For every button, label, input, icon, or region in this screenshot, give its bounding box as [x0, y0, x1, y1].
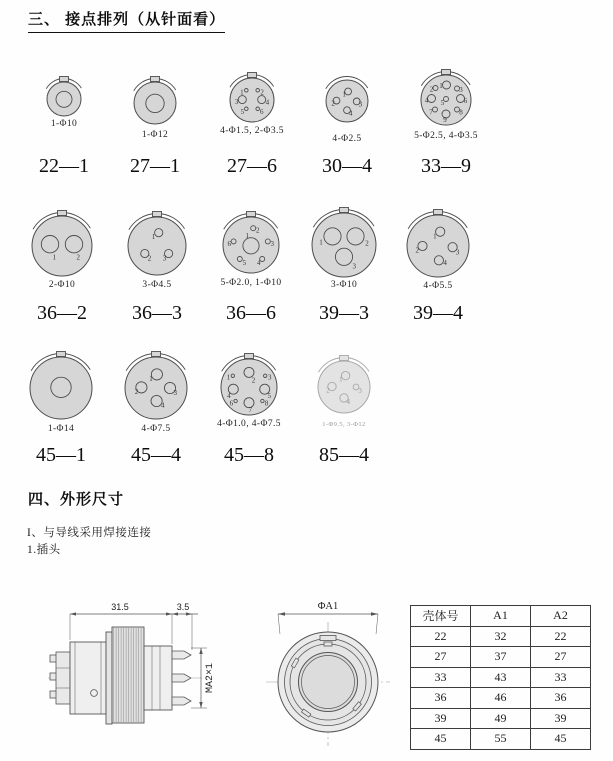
spec-label: 3-Φ4.5 — [142, 280, 172, 290]
pin-number: 3 — [358, 100, 363, 109]
table-cell: 37 — [471, 647, 531, 668]
model-label: 85—4 — [319, 444, 369, 466]
pin-number: 3 — [234, 98, 239, 106]
table-cell: 45 — [531, 729, 591, 750]
connector-face-45—1 — [16, 343, 106, 433]
pin-number: 4 — [346, 397, 350, 406]
section4-title: 四、外形尺寸 — [28, 491, 125, 508]
pin-number: 5 — [240, 108, 245, 117]
pin-number: 3 — [455, 248, 460, 257]
model-label: 27—6 — [227, 155, 277, 177]
pin-number: 3 — [162, 254, 167, 263]
table-cell: 39 — [531, 708, 591, 729]
pin-number: 2 — [76, 253, 80, 262]
table-cell: 36 — [531, 688, 591, 709]
table-cell: 22 — [531, 626, 591, 647]
pin-number: 2 — [147, 254, 152, 263]
pin-number: 4 — [257, 259, 261, 268]
pin-number: 3 — [173, 389, 177, 398]
pin-number: 1 — [342, 90, 346, 99]
spec-label: 2-Φ10 — [48, 280, 76, 290]
table-cell: 32 — [471, 626, 531, 647]
pin-number: 2 — [429, 85, 434, 94]
spec-label: 4-Φ7.5 — [141, 424, 171, 434]
plug-note: 1.插头 — [27, 544, 61, 556]
table-cell: 46 — [471, 688, 531, 709]
pin-number: 1 — [245, 232, 250, 240]
plug-front-view-drawing — [252, 598, 404, 750]
pin-number: 5 — [267, 392, 271, 401]
pin-number: 6 — [227, 240, 231, 249]
pin-number: 3 — [352, 262, 356, 271]
pin-number: 3 — [358, 386, 362, 395]
pin-number: 1 — [151, 232, 156, 241]
table-cell: 45 — [411, 729, 471, 750]
table-cell: 27 — [411, 647, 471, 668]
connector-face-85—4 — [304, 347, 384, 427]
connector-face-39—4 — [393, 201, 483, 291]
table-row — [411, 688, 591, 709]
plug-side-view-drawing — [40, 598, 255, 753]
thread-spec-label: MA2×1 — [205, 662, 216, 694]
pin-number: 1 — [240, 88, 244, 97]
table-cell: 43 — [471, 667, 531, 688]
connector-face-45—8 — [207, 345, 291, 429]
spec-label: 4-Φ1.5, 2-Φ3.5 — [220, 126, 284, 136]
table-header-cell: 壳体号 — [411, 606, 471, 627]
wire-connection-note: I、与导线采用焊接连接 — [27, 527, 152, 539]
pin-number: 5 — [440, 99, 445, 108]
connector-face-36—3 — [114, 203, 200, 289]
pin-number: 4 — [443, 258, 447, 267]
connector-face-39—3 — [298, 199, 390, 291]
model-label: 36—6 — [226, 302, 276, 324]
pin-number: 1 — [319, 238, 323, 247]
table-header-cell: A2 — [531, 606, 591, 627]
pin-number: 7 — [248, 406, 253, 415]
pin-number: 2 — [134, 387, 139, 396]
pin-number: 1 — [149, 374, 153, 383]
pin-number: 1 — [339, 375, 343, 384]
pin-number: 2 — [251, 376, 256, 385]
spec-label: 4-Φ1.0, 4-Φ7.5 — [217, 419, 281, 429]
table-row — [411, 647, 591, 668]
pin-number: 6 — [229, 399, 234, 408]
model-label: 36—2 — [37, 302, 87, 324]
pin-number: 4 — [161, 401, 165, 410]
pin-number: 3 — [267, 373, 272, 382]
spec-label: 4-Φ5.5 — [423, 281, 453, 291]
spec-label: 1-Φ9.5, 3-Φ12 — [322, 421, 366, 428]
model-label: 39—3 — [319, 302, 369, 324]
pin-number: 2 — [260, 88, 264, 97]
table-cell: 55 — [471, 729, 531, 750]
table-row — [411, 729, 591, 750]
table-row — [411, 708, 591, 729]
model-label: 39—4 — [413, 302, 463, 324]
pin-number: 1 — [433, 232, 437, 241]
pin-number: 7 — [429, 108, 433, 117]
connector-face-33—9 — [407, 61, 485, 139]
pin-number: 1 — [52, 253, 56, 262]
table-cell: 22 — [411, 626, 471, 647]
pin-number: 4 — [349, 109, 353, 118]
dimension-table — [410, 605, 591, 750]
connector-face-36—2 — [18, 202, 106, 290]
pin-number: 4 — [265, 98, 270, 107]
model-label: 45—1 — [36, 444, 86, 466]
pin-number: 4 — [424, 96, 429, 105]
connector-face-30—4 — [312, 66, 382, 136]
pin-number: 6 — [259, 108, 264, 117]
length-dimension-label: 31.5 — [111, 602, 129, 612]
spec-label: 5-Φ2.5, 4-Φ3.5 — [414, 131, 478, 141]
pin-number: 1 — [439, 82, 443, 91]
table-cell: 39 — [411, 708, 471, 729]
pin-number: 8 — [264, 399, 269, 408]
table-cell: 33 — [531, 667, 591, 688]
tail-dimension-label: 3.5 — [176, 602, 190, 612]
pin-number: 3 — [270, 240, 275, 249]
pin-number: 9 — [443, 116, 447, 125]
diameter-dimension-label: ΦA1 — [317, 601, 339, 612]
model-label: 33—9 — [421, 155, 471, 177]
connector-face-36—6 — [209, 203, 293, 287]
table-header-row — [411, 606, 591, 627]
model-label: 22—1 — [39, 155, 89, 177]
spec-label: 1-Φ10 — [50, 119, 78, 129]
model-label: 36—3 — [132, 302, 182, 324]
table-row — [411, 667, 591, 688]
spec-label: 1-Φ12 — [141, 130, 169, 140]
table-cell: 33 — [411, 667, 471, 688]
spec-label: 5-Φ2.0, 1-Φ10 — [220, 278, 282, 288]
table-row — [411, 626, 591, 647]
pin-number: 8 — [459, 108, 463, 117]
pin-number: 2 — [255, 226, 260, 235]
table-header-cell: A1 — [471, 606, 531, 627]
spec-label: 3-Φ10 — [330, 280, 358, 290]
spec-label: 1-Φ14 — [47, 424, 75, 434]
model-label: 45—4 — [131, 444, 181, 466]
pin-number: 2 — [326, 386, 330, 395]
section3-title: 三、 接点排列（从针面看） — [28, 8, 225, 33]
pin-number: 1 — [226, 373, 231, 382]
pin-number: 2 — [365, 239, 369, 248]
model-label: 45—8 — [224, 444, 274, 466]
pin-number: 3 — [459, 86, 463, 95]
pin-number: 2 — [331, 99, 335, 108]
model-label: 30—4 — [322, 155, 372, 177]
pin-number: 5 — [242, 259, 247, 268]
table-cell: 49 — [471, 708, 531, 729]
spec-label: 4-Φ2.5 — [332, 134, 362, 144]
table-cell: 36 — [411, 688, 471, 709]
connector-face-27—1 — [120, 68, 190, 138]
table-cell: 27 — [531, 647, 591, 668]
pin-number: 4 — [227, 392, 231, 401]
pin-number: 6 — [463, 97, 468, 106]
pin-number: 2 — [415, 246, 419, 255]
model-label: 27—1 — [130, 155, 180, 177]
